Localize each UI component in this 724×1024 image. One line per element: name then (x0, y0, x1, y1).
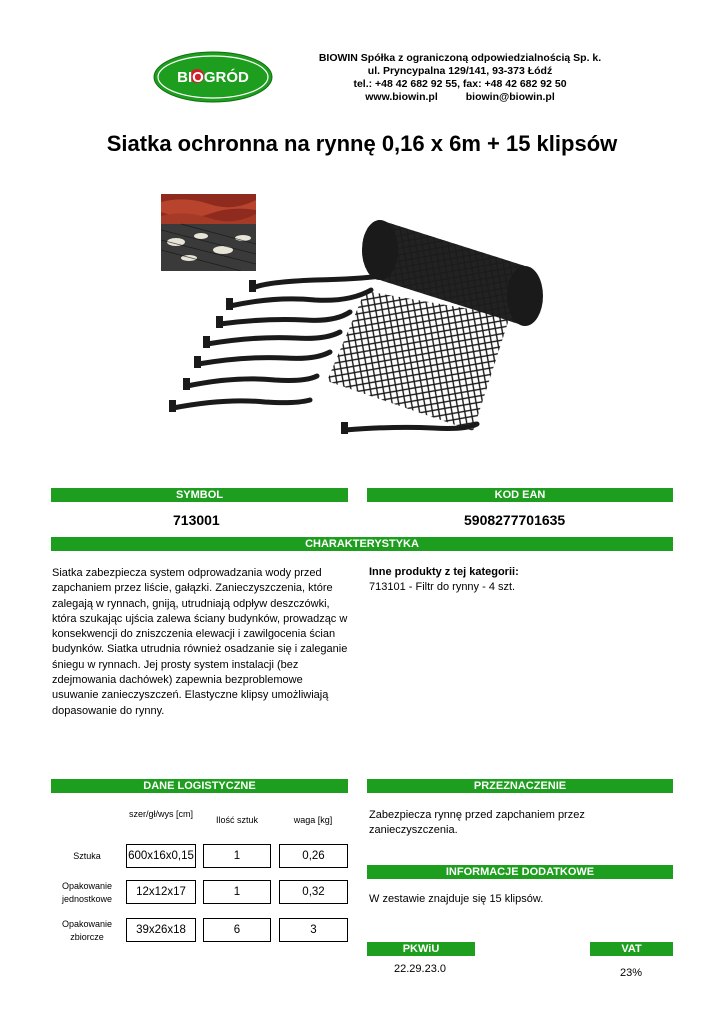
row-label-opakowanie-jednostkowe: Opakowanie jednostkowe (61, 881, 113, 904)
bulk-pack-qty: 6 (203, 918, 271, 942)
symbol-header: SYMBOL (51, 488, 348, 502)
company-phone: tel.: +48 42 682 92 55, fax: +48 42 682 92 50 (353, 78, 567, 90)
product-description: Siatka zabezpiecza system odprowadzania wody przed zapchaniem przez liście, gałązki. Zanieczyszczenia, które zalegają w rynnach, gniją, utrudniają odpływ deszczówki, która szukając ujścia zalewa ściany budynków, prowadząc w konsekwencji do zniszczenia elewacji i zawilgocenia ścian budynków. Siatka utrudnia również osadzanie się i zaleganie śniegu w rynnach. Jej prosty system instalacji (bez zdejmowania dachówek) zapewnia bezproblemowe usuwanie zanieczyszczeń. Elastyczne klipsy umożliwiają dopasowanie do rynny. (52, 567, 348, 717)
vat-header: VAT (590, 942, 673, 956)
bulk-pack-dims: 39x26x18 (126, 918, 196, 942)
symbol-value: 713001 (173, 512, 220, 528)
logo-text: BIOGRÓD (177, 69, 249, 86)
dims-column-header: szer/gł/wys [cm] (128, 809, 193, 819)
bulk-pack-weight: 3 (279, 918, 348, 942)
company-address: ul. Pryncypalna 129/141, 93-373 Łódź (367, 65, 553, 77)
other-products-heading: Inne produkty z tej kategorii: (369, 566, 519, 578)
page-title: Siatka ochronna na rynnę 0,16 x 6m + 15 klipsów (106, 131, 618, 156)
qty-column-header: Ilość sztuk (215, 815, 258, 825)
other-products-link[interactable]: 713101 - Filtr do rynny - 4 szt. (369, 581, 516, 593)
company-website-link[interactable]: www.biowin.pl (365, 91, 438, 103)
purpose-header: PRZEZNACZENIE (367, 779, 673, 793)
sztuka-qty: 1 (203, 844, 271, 868)
pkwiu-value: 22.29.23.0 (394, 963, 446, 975)
additional-info-text: W zestawie znajduje się 15 klipsów. (369, 893, 544, 905)
unit-pack-qty: 1 (203, 880, 271, 904)
logistics-header: DANE LOGISTYCZNE (51, 779, 348, 793)
sztuka-dims: 600x16x0,15 (126, 844, 196, 868)
vat-value: 23% (620, 967, 643, 979)
row-label-opakowanie-zbiorcze: Opakowanie zbiorcze (61, 919, 113, 942)
unit-pack-weight: 0,32 (279, 880, 348, 904)
additional-info-header: INFORMACJE DODATKOWE (367, 865, 673, 879)
company-email-link[interactable]: biowin@biowin.pl (465, 91, 555, 103)
purpose-text: Zabezpiecza rynnę przed zapchaniem przez zanieczyszczenia. (369, 809, 585, 836)
row-label-sztuka: Sztuka (73, 851, 101, 861)
company-name: BIOWIN Spółka z ograniczoną odpowiedzialnością Sp. k. (318, 52, 602, 64)
weight-column-header: waga [kg] (293, 815, 333, 825)
product-image (165, 196, 565, 456)
company-info (300, 52, 620, 104)
ean-header: KOD EAN (367, 488, 673, 502)
sztuka-weight: 0,26 (279, 844, 348, 868)
unit-pack-dims: 12x12x17 (126, 880, 196, 904)
pkwiu-header: PKWiU (367, 942, 475, 956)
characteristics-header: CHARAKTERYSTYKA (51, 537, 673, 551)
ean-value: 5908277701635 (464, 512, 566, 528)
biogrod-logo (153, 51, 273, 103)
